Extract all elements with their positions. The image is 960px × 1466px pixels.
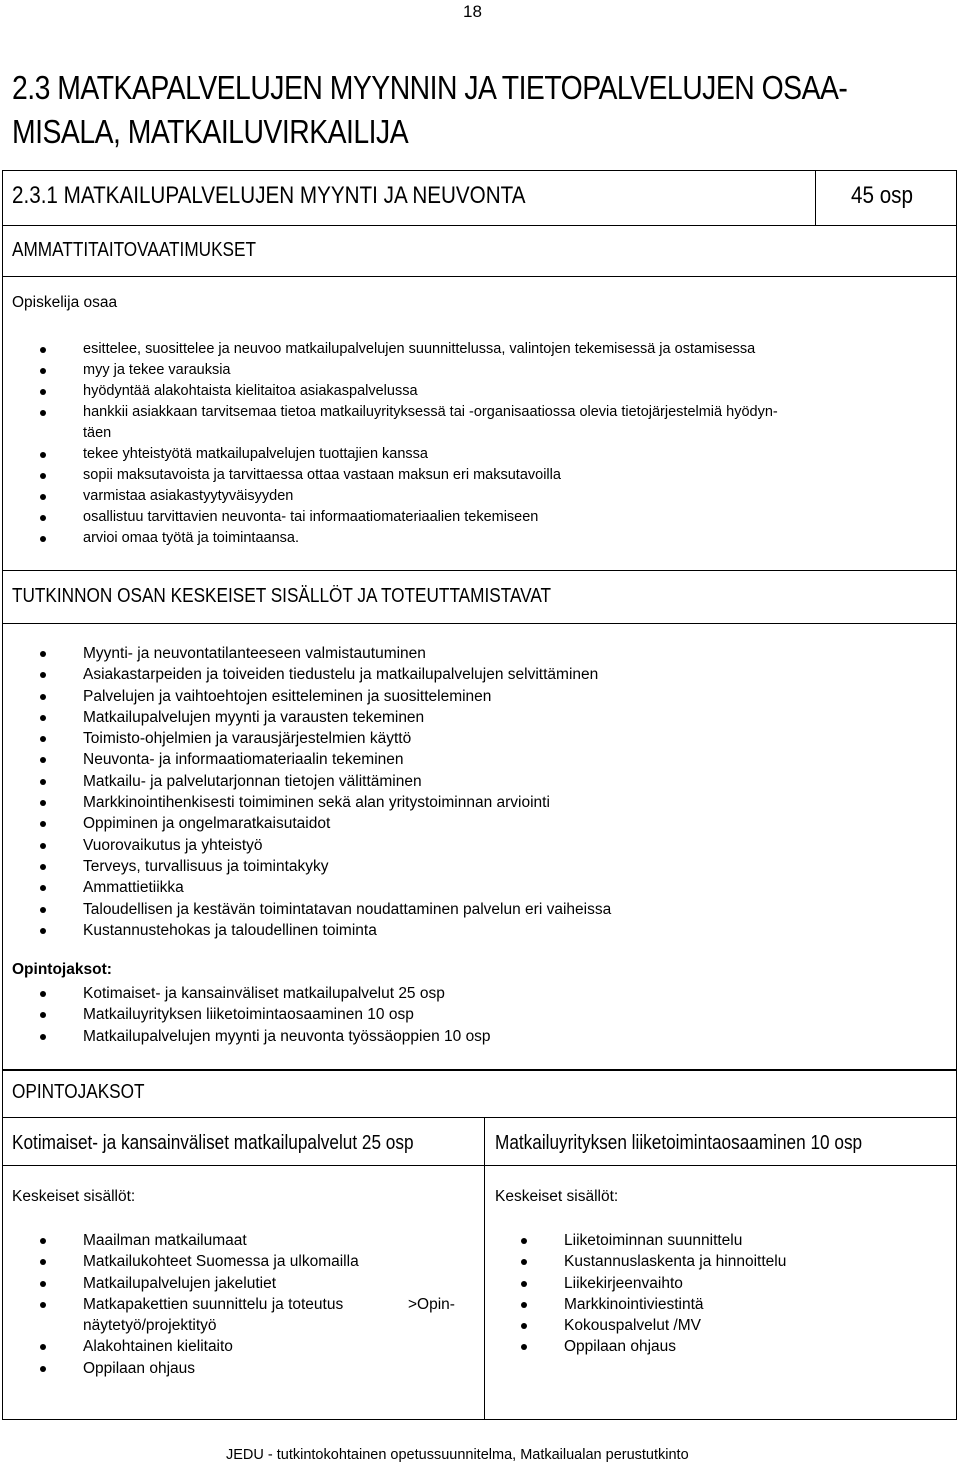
list-item: Myynti- ja neuvontatilanteeseen valmistautuminen xyxy=(40,643,940,664)
list-item: Asiakastarpeiden ja toiveiden tiedustelu ja matkailupalvelujen selvittäminen xyxy=(40,664,940,685)
list-item: tekee yhteistyötä matkailupalvelujen tuottajien kanssa xyxy=(40,444,940,465)
requirements-divider xyxy=(2,276,957,277)
list-item: Markkinointiviestintä xyxy=(521,1294,941,1315)
list-item: Markkinointihenkisesti toimiminen sekä alan yritystoiminnan arviointi xyxy=(40,792,940,813)
contents-divider xyxy=(2,623,957,624)
courses-list xyxy=(40,983,940,1047)
unit-title-divider xyxy=(2,225,957,226)
list-item: Terveys, turvallisuus ja toimintakyky xyxy=(40,856,940,877)
list-item: hyödyntää alakohtaista kielitaitoa asiakaspalvelussa xyxy=(40,381,940,402)
right-course-subheading: Keskeiset sisällöt: xyxy=(495,1188,619,1205)
list-item: Neuvonta- ja informaatiomateriaalin tekeminen xyxy=(40,749,940,770)
list-item: Matkapakettien suunnittelu ja toteutus >Opin- näytetyö/projektityö xyxy=(40,1294,470,1337)
list-item: Kokouspalvelut /MV xyxy=(521,1315,941,1336)
course-title-divider xyxy=(2,1165,957,1166)
list-item: Matkailupalvelujen jakelutiet xyxy=(40,1273,470,1294)
list-item: Maailman matkailumaat xyxy=(40,1230,470,1251)
list-item: Matkailuyrityksen liiketoimintaosaaminen 10 osp xyxy=(40,1004,940,1025)
left-course-list xyxy=(40,1230,470,1379)
right-course-title: Matkailuyrityksen liiketoimintaosaaminen 10 osp xyxy=(495,1132,863,1154)
courses-heading-divider xyxy=(2,1117,957,1118)
requirements-heading: AMMATTITAITOVAATIMUKSET xyxy=(12,239,256,261)
list-item: Palvelujen ja vaihtoehtojen esitteleminen ja suositteleminen xyxy=(40,686,940,707)
page-number: 18 xyxy=(463,2,482,21)
list-item: Kustannustehokas ja taloudellinen toiminta xyxy=(40,920,940,941)
requirements-list xyxy=(40,339,940,549)
right-course-list xyxy=(521,1230,941,1358)
list-item: sopii maksutavoista ja tarvittaessa ottaa vastaan maksun eri maksutavoilla xyxy=(40,465,940,486)
list-item: esittelee, suosittelee ja neuvoo matkailupalvelujen suunnittelussa, valintojen tekemisessä ja ostamisessa xyxy=(40,339,940,360)
list-item: Kotimaiset- ja kansainväliset matkailupalvelut 25 osp xyxy=(40,983,940,1004)
list-item: Ammattietiikka xyxy=(40,877,940,898)
list-item: Kustannuslaskenta ja hinnoittelu xyxy=(521,1251,941,1272)
list-item: myy ja tekee varauksia xyxy=(40,360,940,381)
unit-title: 2.3.1 MATKAILUPALVELUJEN MYYNTI JA NEUVONTA xyxy=(12,182,526,209)
contents-list xyxy=(40,643,940,941)
requirements-intro: Opiskelija osaa xyxy=(12,294,118,311)
list-item: Oppilaan ohjaus xyxy=(40,1358,470,1379)
list-item: Matkailupalvelujen myynti ja neuvonta työssäoppien 10 osp xyxy=(40,1026,940,1047)
courses-label: Opintojaksot: xyxy=(12,961,112,978)
left-course-title: Kotimaiset- ja kansainväliset matkailupalvelut 25 osp xyxy=(12,1132,414,1154)
contents-top-divider xyxy=(2,570,957,571)
list-item: Taloudellisen ja kestävän toimintatavan noudattaminen palvelun eri vaiheissa xyxy=(40,899,940,920)
main-heading-line1: 2.3 MATKAPALVELUJEN MYYNNIN JA TIETOPALVELUJEN OSAA- xyxy=(12,69,848,106)
list-item: arvioi omaa työtä ja toimintaansa. xyxy=(40,528,940,549)
list-item: Oppiminen ja ongelmaratkaisutaidot xyxy=(40,813,940,834)
list-item: Vuorovaikutus ja yhteistyö xyxy=(40,835,940,856)
list-item: Alakohtainen kielitaito xyxy=(40,1336,470,1357)
list-item: osallistuu tarvittavien neuvonta- tai informaatiomateriaalien tekemiseen xyxy=(40,507,940,528)
list-item: Liiketoiminnan suunnittelu xyxy=(521,1230,941,1251)
courses-section-heading: OPINTOJAKSOT xyxy=(12,1081,145,1103)
contents-heading: TUTKINNON OSAN KESKEISET SISÄLLÖT JA TOTEUTTAMISTAVAT xyxy=(12,585,552,607)
page-footer: JEDU - tutkintokohtainen opetussuunnitelma, Matkailualan perustutkinto xyxy=(226,1447,689,1463)
list-item: Matkailu- ja palvelutarjonnan tietojen välittäminen xyxy=(40,771,940,792)
list-item: Matkailupalvelujen myynti ja varausten tekeminen xyxy=(40,707,940,728)
courses-column-divider xyxy=(484,1117,485,1420)
main-heading xyxy=(12,66,941,154)
list-item: Toimisto-ohjelmien ja varausjärjestelmien käyttö xyxy=(40,728,940,749)
left-course-subheading: Keskeiset sisällöt: xyxy=(12,1188,136,1205)
credits-divider xyxy=(815,170,816,226)
list-item: Oppilaan ohjaus xyxy=(521,1336,941,1357)
list-item: Matkailukohteet Suomessa ja ulkomailla xyxy=(40,1251,470,1272)
unit-credits: 45 osp xyxy=(851,182,913,209)
main-heading-line2: MISALA, MATKAILUVIRKAILIJA xyxy=(12,113,409,150)
list-item: hankkii asiakkaan tarvitsemaa tietoa matkailuyrityksessä tai -organisaatiossa olevia tietojärjestelmiä hyödyn- täen xyxy=(40,402,940,444)
list-item: varmistaa asiakastyytyväisyyden xyxy=(40,486,940,507)
list-item: Liikekirjeenvaihto xyxy=(521,1273,941,1294)
